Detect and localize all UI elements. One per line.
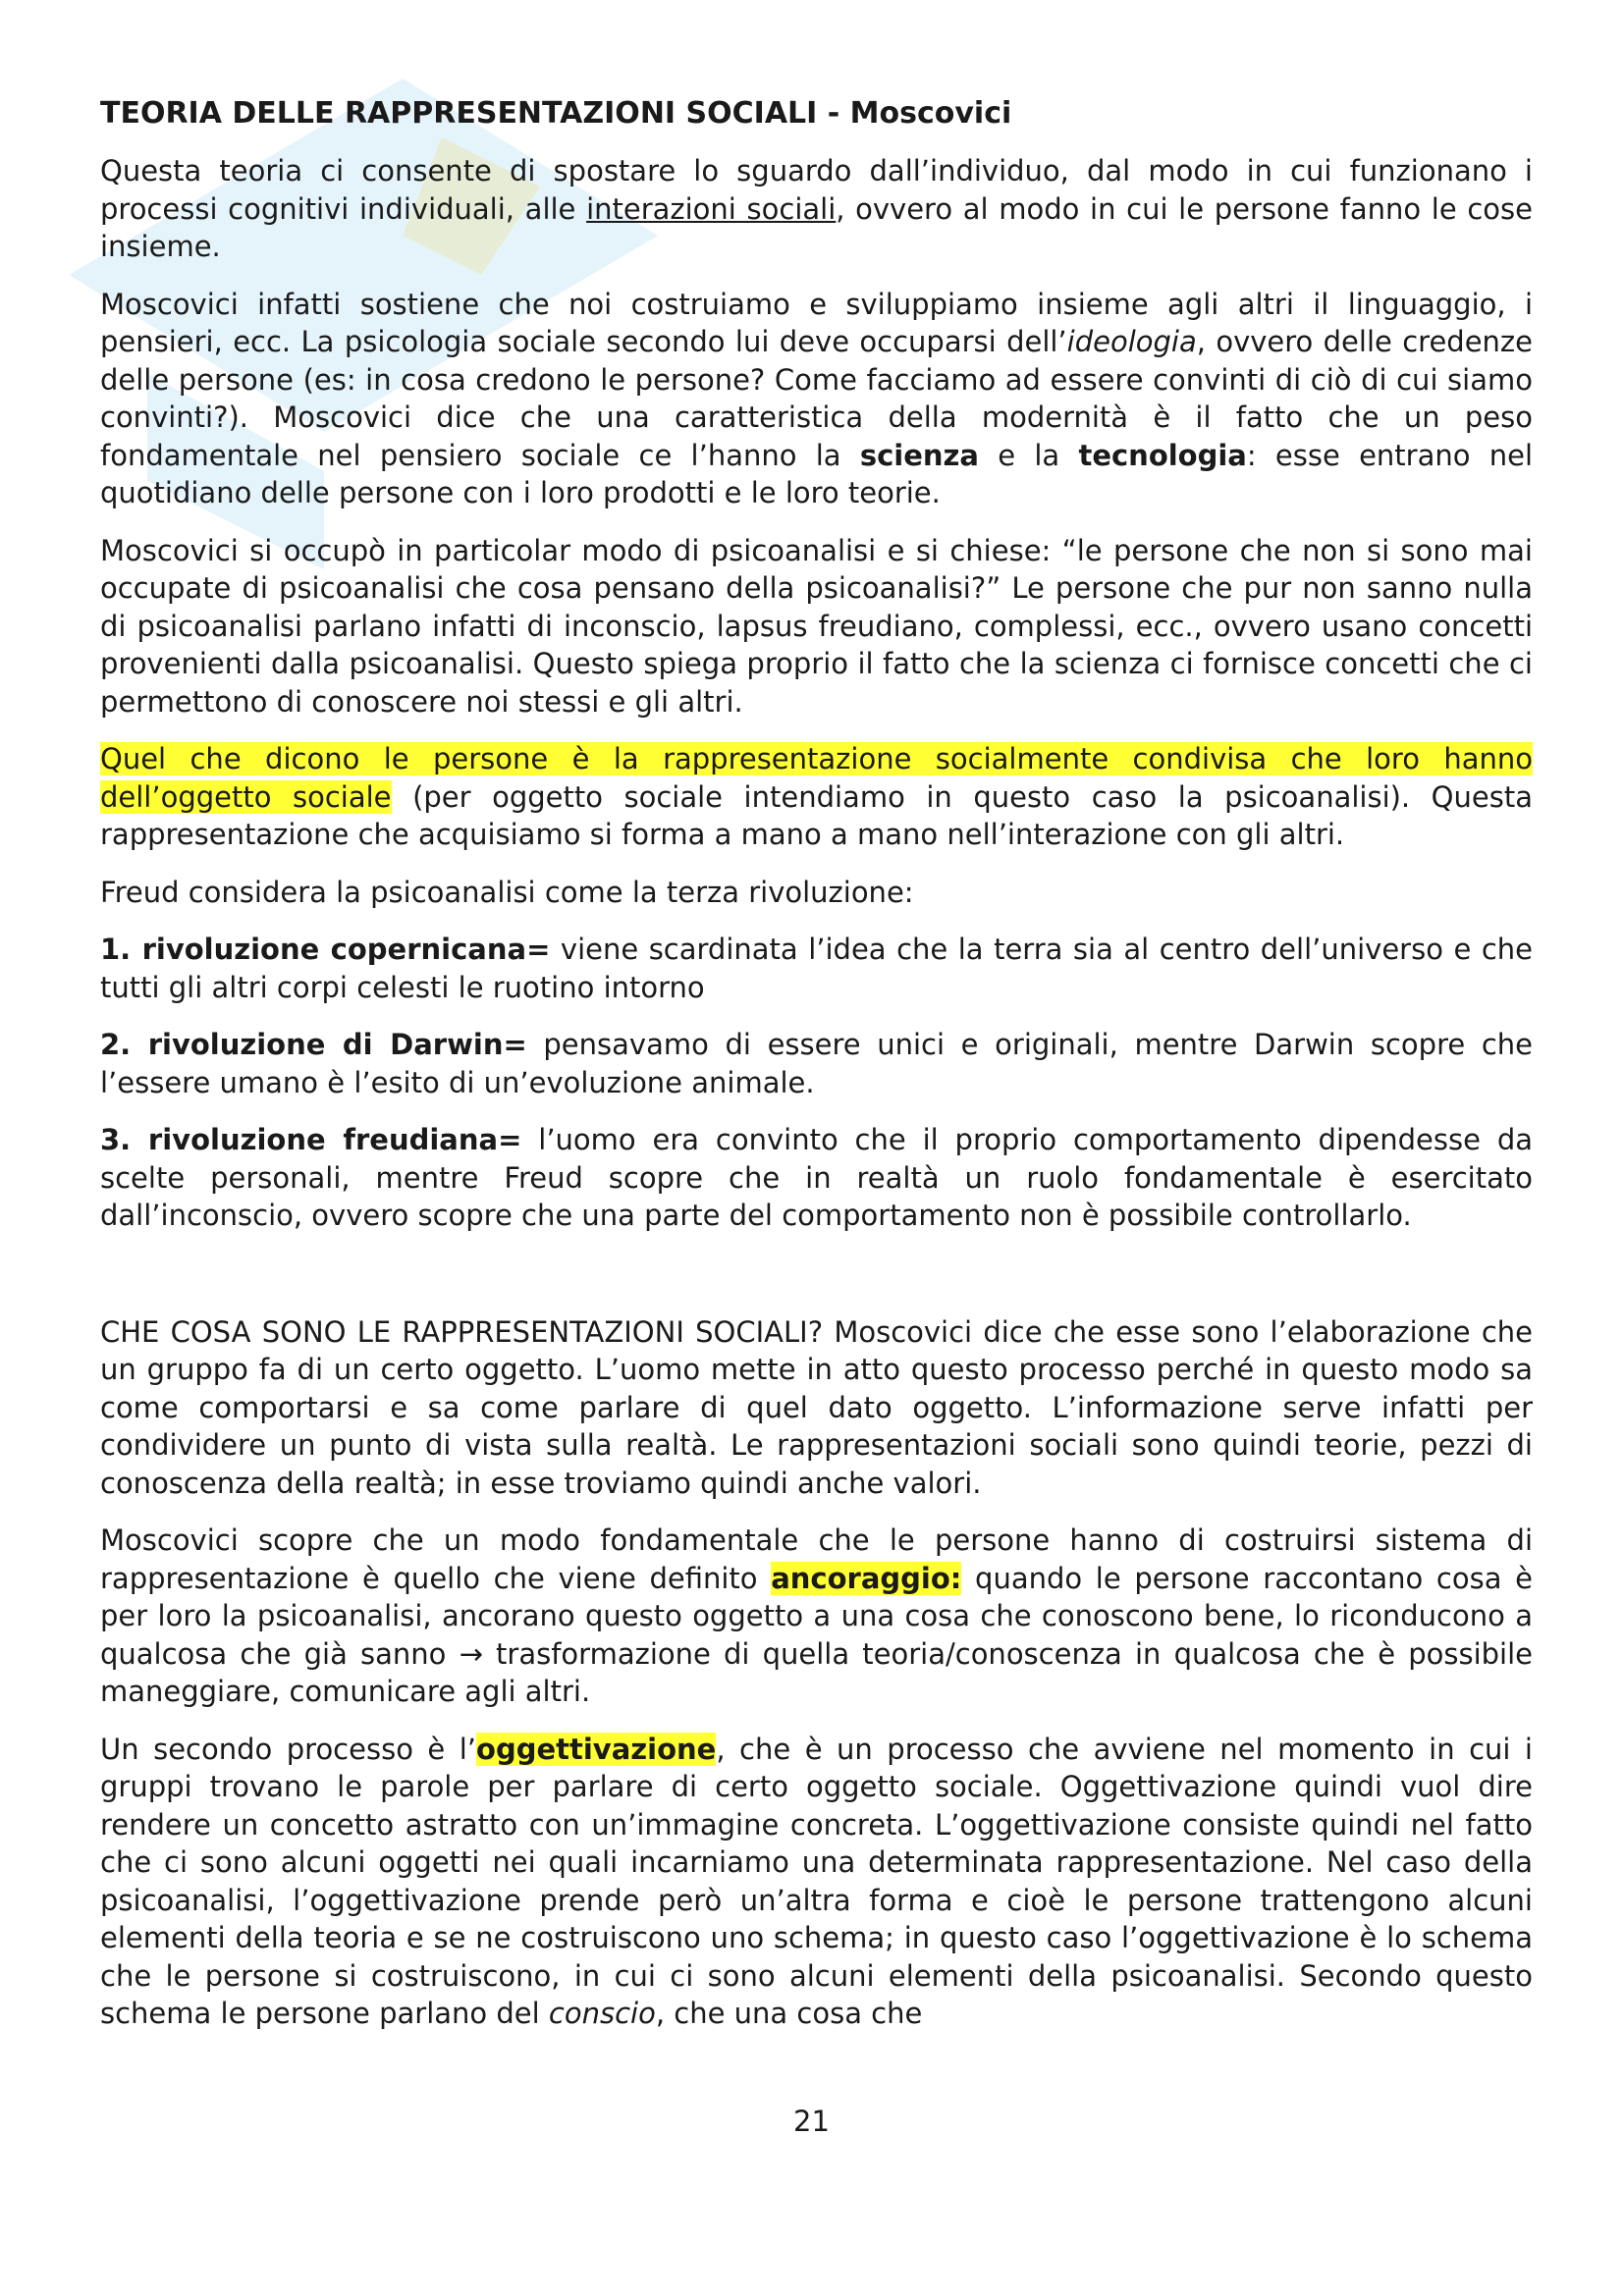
paragraph-freud: Freud considera la psicoanalisi come la terza rivoluzione:	[100, 875, 914, 909]
revolution-item: 1. rivoluzione copernicana= viene scardinata l’idea che la terra sia al centro dell’universo e che tutti gli altri corpi celesti le ruotino intorno	[100, 933, 1533, 1004]
bold-term-tecnologia: tecnologia	[1078, 438, 1247, 472]
highlighted-term-ancoraggio: ancoraggio:	[771, 1561, 962, 1595]
paragraph-ideology: Moscovici infatti sostiene che noi costruiamo e sviluppiamo insieme agli altri il linguaggio, i pensieri, ecc. La psicologia sociale secondo lui deve occuparsi dell’ideologia, ovvero delle credenze delle persone (es: in cosa credono le persone? Come facciamo ad essere convinti di ciò di cui siamo convinti?). Moscovici dice che una caratteristica della modernità è il fatto che un peso fondamentale nel pensiero sociale ce l’hanno la scienza e la tecnologia: esse entrano nel quotidiano delle persone con i loro prodotti e le loro teorie.	[100, 287, 1534, 509]
italic-term: ideologia	[1066, 325, 1197, 358]
paragraph-highlight: Quel che dicono le persone è la rappresentazione socialmente condivisa che loro hanno dell’oggetto sociale (per oggetto sociale intendiamo in questo caso la psicoanalisi). Questa rappresentazione che acquisiamo si forma a mano a mano nell’interazione con gli altri.	[100, 742, 1533, 851]
italic-term: conscio	[548, 1997, 656, 2030]
page-title: TEORIA DELLE RAPPRESENTAZIONI SOCIALI - Moscovici	[100, 96, 1012, 131]
revolution-item: 3. rivoluzione freudiana= l’uomo era convinto che il proprio comportamento dipendesse da scelte personali, mentre Freud scopre che in realtà un ruolo fondamentale è esercitato dall’inconscio, ovvero scopre che una parte del comportamento non è possibile controllarlo.	[100, 1123, 1533, 1232]
paragraph-intro: Questa teoria ci consente di spostare lo sguardo dall’individuo, dal modo in cui funzionano i processi cognitivi individuali, alle interazioni sociali, ovvero al modo in cui le persone fanno le cose insieme.	[100, 154, 1533, 263]
paragraph-ancoraggio: Moscovici scopre che un modo fondamentale che le persone hanno di costruirsi sistema di rappresentazione è quello che viene definito ancoraggio: quando le persone raccontano cosa è per loro la psicoanalisi, ancorano questo oggetto a una cosa che conoscono bene, lo riconducono a qualcosa che già sanno → trasformazione di quella teoria/conoscenza in qualcosa che è possibile maneggiare, comunicare agli altri.	[100, 1523, 1533, 1708]
underlined-term: interazioni sociali	[586, 191, 837, 226]
revolution-item: 2. rivoluzione di Darwin= pensavamo di essere unici e originali, mentre Darwin scopre che l’essere umano è l’esito di un’evoluzione animale.	[100, 1028, 1534, 1099]
page-number: 21	[793, 2105, 830, 2138]
bold-term-scienza: scienza	[859, 438, 979, 472]
paragraph-definition: CHE COSA SONO LE RAPPRESENTAZIONI SOCIALI? Moscovici dice che esse sono l’elaborazione che un gruppo fa di un certo oggetto. L’uomo mette in atto questo processo perché in questo modo sa come comportarsi e sa come parlare di quel dato oggetto. L’informazione serve infatti per condividere un punto di vista sulla realtà. Le rappresentazioni sociali sono quindi teorie, pezzi di conoscenza della realtà; in esse troviamo quindi anche valori.	[100, 1314, 1533, 1500]
highlighted-term-oggettivazione: oggettivazione	[476, 1732, 717, 1766]
paragraph-psicoanalisi: Moscovici si occupò in particolar modo di psicoanalisi e si chiese: “le persone che non si sono mai occupate di psicoanalisi che cosa pensano della psicoanalisi?” Le persone che pur non sanno nulla di psicoanalisi parlano infatti di inconscio, lapsus freudiano, complessi, ecc., ovvero usano concetti provenienti dalla psicoanalisi. Questo spiega proprio il fatto che la scienza ci fornisce concetti che ci permettono di conoscere noi stessi e gli altri.	[100, 533, 1533, 719]
highlighted-sentence: Quel che dicono le persone è la rappresentazione socialmente condivisa che loro hanno dell’oggetto sociale	[100, 742, 1533, 814]
paragraph-oggettivazione: Un secondo processo è l’oggettivazione, che è un processo che avviene nel momento in cui i gruppi trovano le parole per parlare di certo oggetto sociale. Oggettivazione quindi vuol dire rendere un concetto astratto con un’immagine concreta. L’oggettivazione consiste quindi nel fatto che ci sono alcuni oggetti nei quali incarniamo una determinata rappresentazione. Nel caso della psicoanalisi, l’oggettivazione prende però un’altra forma e cioè le persone trattengono alcuni elementi della teoria e se ne costruiscono uno schema; in questo caso l’oggettivazione è lo schema che le persone si costruiscono, in cui ci sono alcuni elementi della psicoanalisi. Secondo questo schema le persone parlano del conscio, che una cosa che	[100, 1732, 1533, 2030]
arrow-icon: →	[459, 1636, 483, 1671]
document-page	[100, 94, 1533, 2053]
